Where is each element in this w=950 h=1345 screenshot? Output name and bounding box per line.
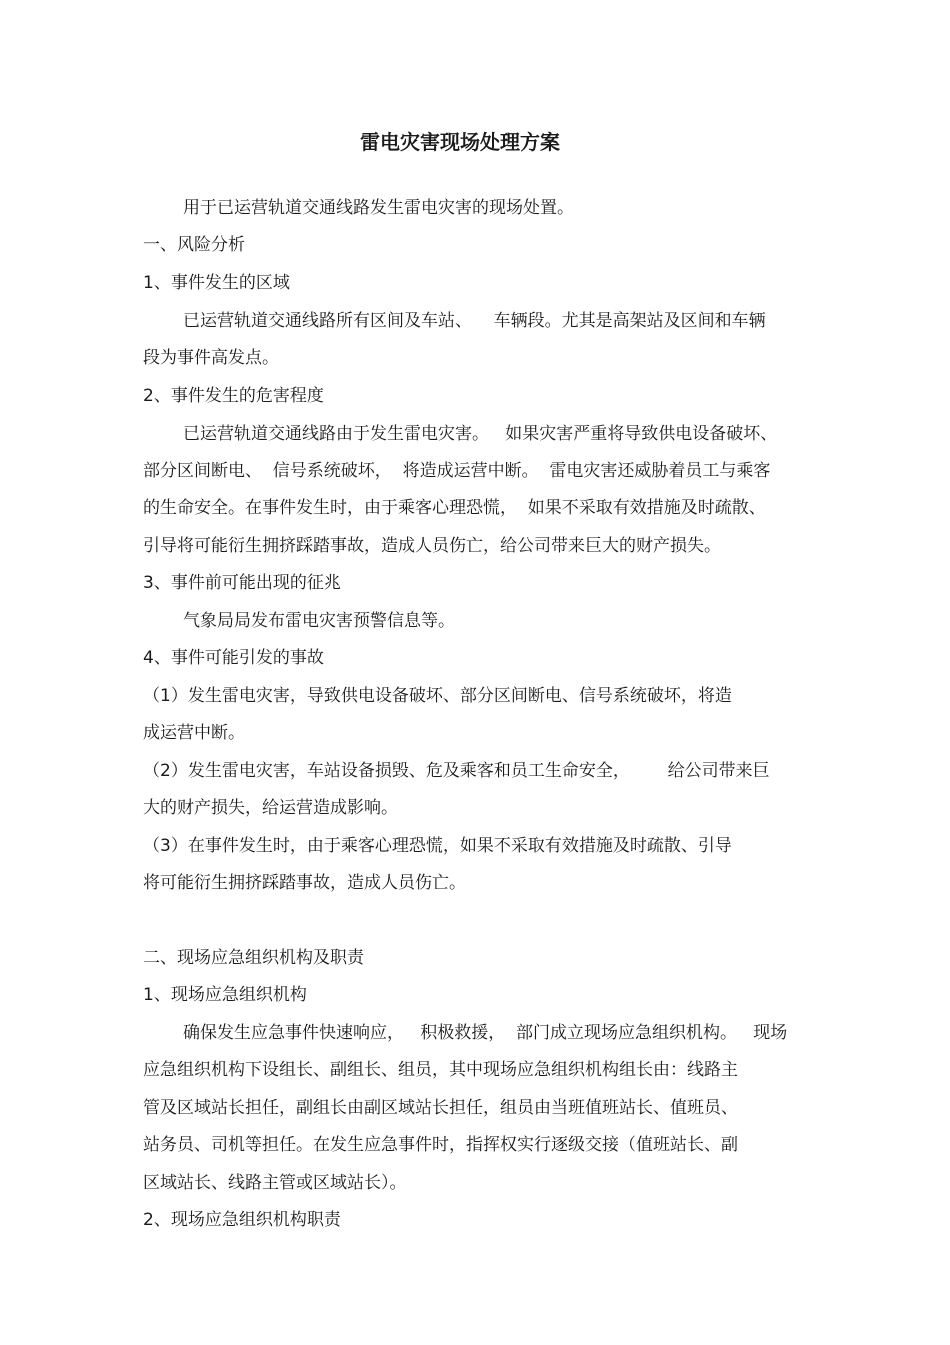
list-item-line: 成运营中断。 <box>143 723 245 743</box>
paragraph-line: 的生命安全。在事件发生时，由于乘客心理恐慌， 如果不采取有效措施及时疏散、 <box>143 498 766 518</box>
section-heading-organization: 二、现场应急组织机构及职责 <box>143 948 364 968</box>
subheading-event-area: 1、事件发生的区域 <box>143 273 290 293</box>
subheading-organization-duties: 2、现场应急组织机构职责 <box>143 1210 341 1230</box>
paragraph-line: 应急组织机构下设组长、副组长、组员，其中现场应急组织机构组长由：线路主 <box>143 1060 738 1080</box>
list-item-line: 将可能衍生拥挤踩踏事故，造成人员伤亡。 <box>143 873 466 893</box>
paragraph-line: 区域站长、线路主管或区域站长）。 <box>143 1173 407 1193</box>
paragraph-line: 引导将可能衍生拥挤踩踏事故，造成人员伤亡，给公司带来巨大的财产损失。 <box>143 536 721 556</box>
subheading-organization: 1、现场应急组织机构 <box>143 985 307 1005</box>
subheading-warning-signs: 3、事件前可能出现的征兆 <box>143 573 341 593</box>
section-heading-risk-analysis: 一、风险分析 <box>143 235 245 255</box>
list-item-line: （2）发生雷电灾害，车站设备损毁、危及乘客和员工生命安全， 给公司带来巨 <box>143 761 770 781</box>
paragraph-line: 已运营轨道交通线路所有区间及车站、 车辆段。尤其是高架站及区间和车辆 <box>183 311 766 331</box>
paragraph-line: 段为事件高发点。 <box>143 348 279 368</box>
paragraph-line: 已运营轨道交通线路由于发生雷电灾害。 如果灾害严重将导致供电设备破坏、 <box>183 424 778 444</box>
subheading-possible-accidents: 4、事件可能引发的事故 <box>143 648 324 668</box>
list-item-line: 大的财产损失，给运营造成影响。 <box>143 798 398 818</box>
list-item-line: （1）发生雷电灾害，导致供电设备破坏、部分区间断电、信号系统破坏，将造 <box>143 686 732 706</box>
subheading-hazard-level: 2、事件发生的危害程度 <box>143 386 324 406</box>
intro-paragraph: 用于已运营轨道交通线路发生雷电灾害的现场处置。 <box>183 198 574 218</box>
paragraph-line: 确保发生应急事件快速响应， 积极救援， 部门成立现场应急组织机构。 现场 <box>183 1023 788 1043</box>
document-title: 雷电灾害现场处理方案 <box>360 130 560 154</box>
paragraph-line: 站务员、司机等担任。在发生应急事件时，指挥权实行逐级交接（值班站长、副 <box>143 1135 738 1155</box>
paragraph-line: 气象局局发布雷电灾害预警信息等。 <box>183 611 455 631</box>
paragraph-line: 部分区间断电、 信号系统破坏， 将造成运营中断。 雷电灾害还威胁着员工与乘客 <box>143 461 771 481</box>
paragraph-line: 管及区域站长担任，副组长由副区域站长担任，组员由当班值班站长、值班员、 <box>143 1098 738 1118</box>
list-item-line: （3）在事件发生时，由于乘客心理恐慌，如果不采取有效措施及时疏散、引导 <box>143 836 732 856</box>
